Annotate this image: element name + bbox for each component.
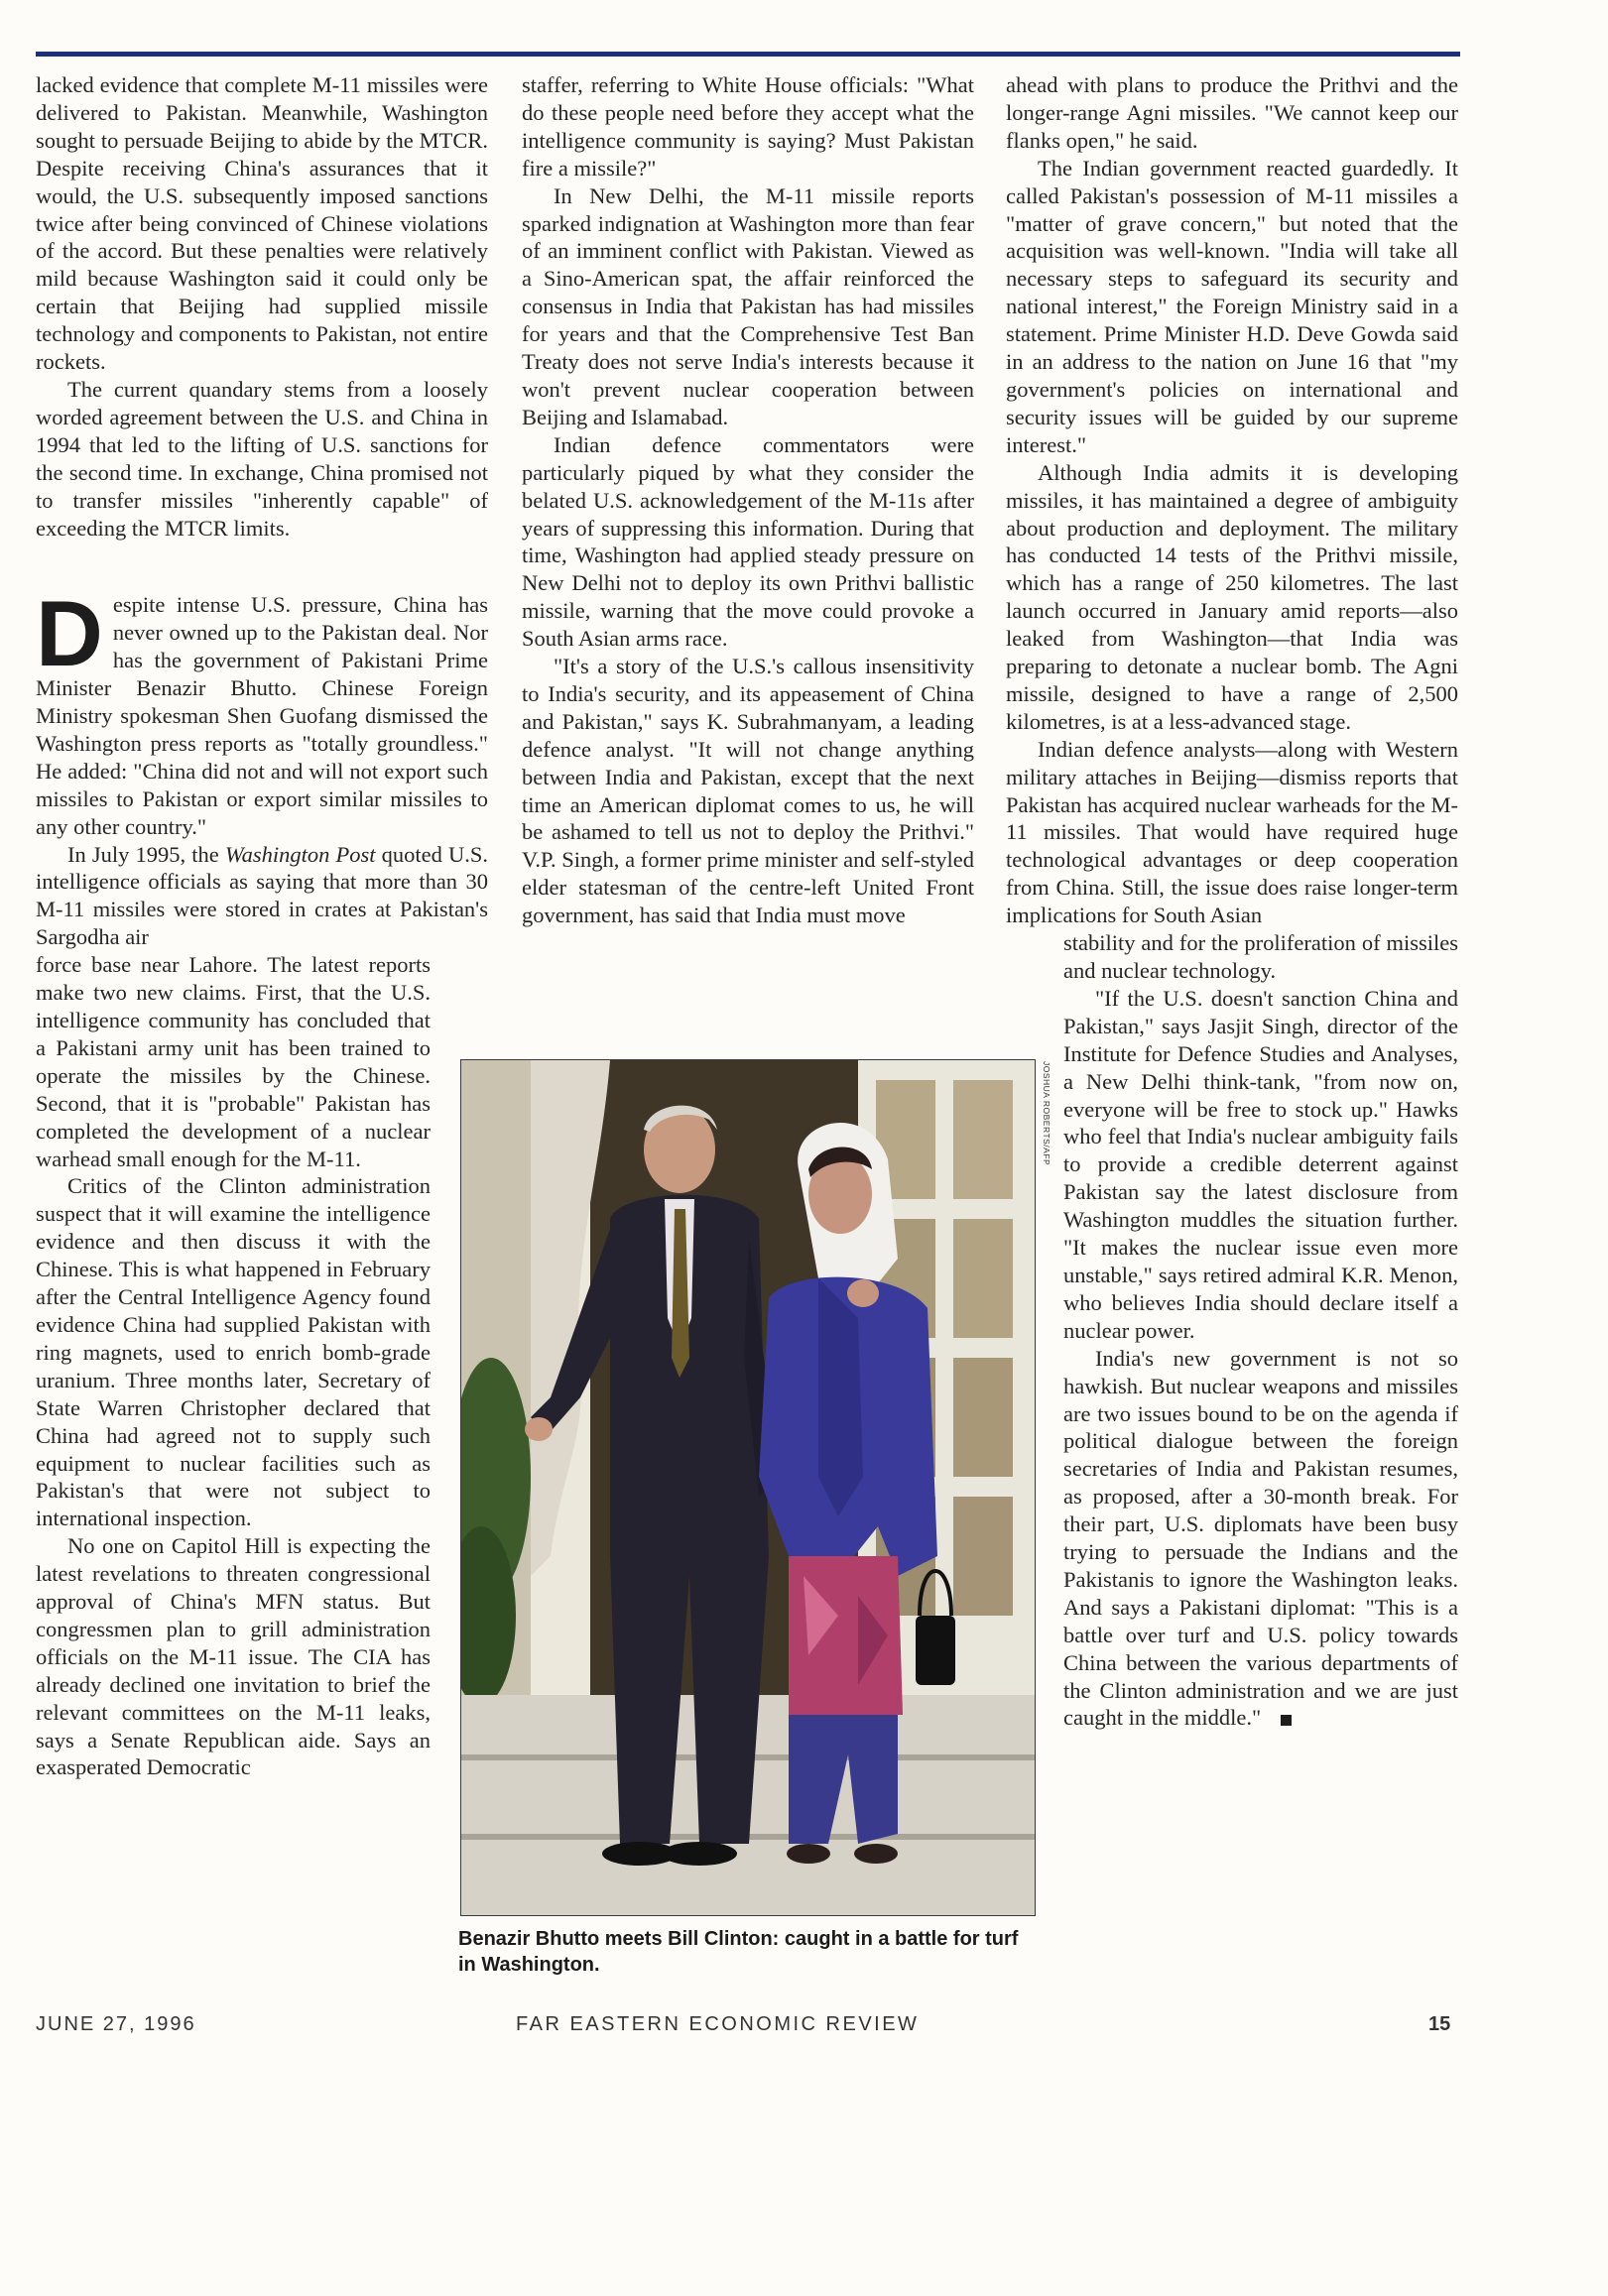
drop-cap: D: [36, 581, 103, 686]
article-photo: [460, 1059, 1036, 1916]
paragraph: lacked evidence that complete M-11 missiles were delivered to Pakistan. Meanwhile, Washington sought to persuade Beijing to abide by the MTCR. Despite receiving China's assurances that it would, the U.S. subsequently imposed sanctions twice after being convinced of Chinese violations of the accord. But these penalties were relatively mild because Washington said it could only be certain that Beijing had supplied missile technology and components to Pakistan, not entire rockets.: [36, 72, 488, 375]
magazine-name: FAR EASTERN ECONOMIC REVIEW: [516, 2013, 920, 2035]
photo-credit: JOSHUA ROBERTS/AFP: [1042, 1061, 1051, 1166]
paragraph: Indian defence commentators were particularly piqued by what they consider the belated U.S. acknowledgement of the M-11s after years of suppressing this information. During that time, Washington had applied steady pressure on New Delhi not to deploy its own Prithvi ballistic missile, warning that the move could provoke a South Asian arms race.: [522, 431, 974, 652]
end-mark: [1281, 1715, 1292, 1726]
top-rule: [36, 52, 1460, 57]
paragraph-dropcap: Despite intense U.S. pressure, China has never owned up to the Pakistan deal. Nor has the government of Pakistani Prime Minister Benazir Bhutto. Chinese Foreign Ministry spokesman Shen Guofang dismissed the Washington press reports as "totally groundless." He added: "China did not and will not export such missiles to Pakistan or export similar missiles to any other country.": [36, 581, 488, 839]
paragraph: "It's a story of the U.S.'s callous insensitivity to India's security, and its appeasement of China and Pakistan," says K. Subrahmanyam, a leading defence analyst. "It will not change anything between India and Pakistan, except that the next time an American diplomat comes to us, he will be ashamed to tell us not to deploy the Prithvi." V.P. Singh, a former prime minister and self-styled elder statesman of the centre-left United Front government, has said that India must move: [522, 654, 974, 928]
paragraph: India's new government is not so hawkish. But nuclear weapons and missiles are two issues bound to be on the agenda if political dialogue between the foreign secretaries of India and Pakistan resumes, as proposed, after a 30-month break. For their part, U.S. diplomats have been busy trying to persuade the Indians and the Pakistanis to ignore the Washington leaks. And says a Pakistani diplomat: "This is a battle over turf and U.S. policy towards China between the various departments of the Clinton administration and we are just caught in the middle.": [1063, 1345, 1458, 1731]
publication-name: Washington Post: [224, 841, 376, 867]
paragraph: In July 1995, the Washington Post quoted U.S. intelligence officials as saying that more than 30 M-11 missiles were stored in crates at Pakistan's Sargodha air: [36, 841, 489, 950]
article-column-3: [1006, 71, 1458, 1732]
article-column-2: [522, 71, 974, 929]
paragraph: No one on Capitol Hill is expecting the latest revelations to threaten congressional approval of China's MFN status. But congressmen plan to grill administration officials on the M-11 issue. The CIA has already declined one invitation to brief the relevant committees on the M-11 leaks, says a Senate Republican aide. Says an exasperated Democratic: [36, 1533, 431, 1780]
paragraph: "If the U.S. doesn't sanction China and Pakistan," says Jasjit Singh, director of the Institute for Defence Studies and Analyses, a New Delhi think-tank, "from now on, everyone will be free to stock up." Hawks who feel that India's nuclear ambiguity fails to provide a credible deterrent against Pakistan say the latest disclosure from Washington muddles the situation further. "It makes the nuclear issue even more unstable," says retired admiral K.R. Menon, who believes India should declare itself a nuclear power.: [1063, 985, 1458, 1343]
paragraph: In New Delhi, the M-11 missile reports sparked indignation at Washington more than fear of an imminent conflict with Pakistan. Viewed as a Sino-American spat, the affair reinforced the consensus in India that Pakistan has had missiles for years and that the Comprehensive Test Ban Treaty does not serve India's interests because it won't prevent nuclear cooperation between Beijing and Islamabad.: [522, 182, 974, 429]
paragraph: Although India admits it is developing missiles, it has maintained a degree of ambiguity about production and deployment. The military has conducted 14 tests of the Prithvi missile, which has a range of 250 kilometres. The last launch occurred in January amid reports—also leaked from Washington—that India was preparing to detonate a nuclear bomb. The Agni missile, designed to have a range of 2,500 kilometres, is at a less-advanced stage.: [1006, 459, 1458, 734]
photo-caption: Benazir Bhutto meets Bill Clinton: caught in a battle for turf in Washington.: [458, 1928, 1019, 1976]
paragraph: Critics of the Clinton administration suspect that it will examine the intelligence evidence and then discuss it with the Chinese. This is what happened in February after the Central Intelligence Agency found evidence China had supplied Pakistan with ring magnets, used to enrich bomb-grade uranium. Three months later, Secretary of State Warren Christopher declared that China had agreed not to supply such equipment to nuclear facilities such as Pakistan's that were not subject to international inspection.: [36, 1173, 431, 1531]
article-column-1: [36, 71, 488, 1781]
paragraph: ahead with plans to produce the Prithvi and the longer-range Agni missiles. "We cannot keep our flanks open," he said.: [1006, 72, 1458, 153]
paragraph: The Indian government reacted guardedly. It called Pakistan's possession of M-11 missiles a "matter of grave concern," but noted that the acquisition was well-known. "India will take all necessary steps to safeguard its security and national interest," the Foreign Ministry said in a statement. Prime Minister H.D. Deve Gowda said in an address to the nation on June 16 that "my government's policies on international and security issues will be guided by our supreme interest.": [1006, 155, 1458, 457]
issue-date: JUNE 27, 1996: [36, 2013, 196, 2035]
paragraph: staffer, referring to White House officials: "What do these people need before they accept what the intelligence community is saying? Must Pakistan fire a missile?": [522, 72, 974, 181]
photo-illustration: [461, 1060, 1035, 1915]
paragraph: The current quandary stems from a loosely worded agreement between the U.S. and China in 1994 that led to the lifting of U.S. sanctions for the second time. In exchange, China promised not to transfer missiles "inherently capable" of exceeding the MTCR limits.: [36, 376, 488, 541]
page-number: 15: [1428, 2013, 1451, 2035]
paragraph: Indian defence analysts—along with Western military attaches in Beijing—dismiss reports that Pakistan has acquired nuclear warheads for the M-11 missiles. That would have required huge technological advantages or deep cooperation from China. Still, the issue does raise longer-term implications for South Asian: [1006, 736, 1458, 928]
paragraph: force base near Lahore. The latest reports make two new claims. First, that the U.S. intelligence community has concluded that a Pakistani army unit has been trained to operate the missiles by the Chinese. Second, that it is "probable" Pakistan has completed the development of a nuclear warhead small enough for the M-11.: [36, 952, 431, 1171]
paragraph: stability and for the proliferation of missiles and nuclear technology.: [1063, 930, 1458, 983]
